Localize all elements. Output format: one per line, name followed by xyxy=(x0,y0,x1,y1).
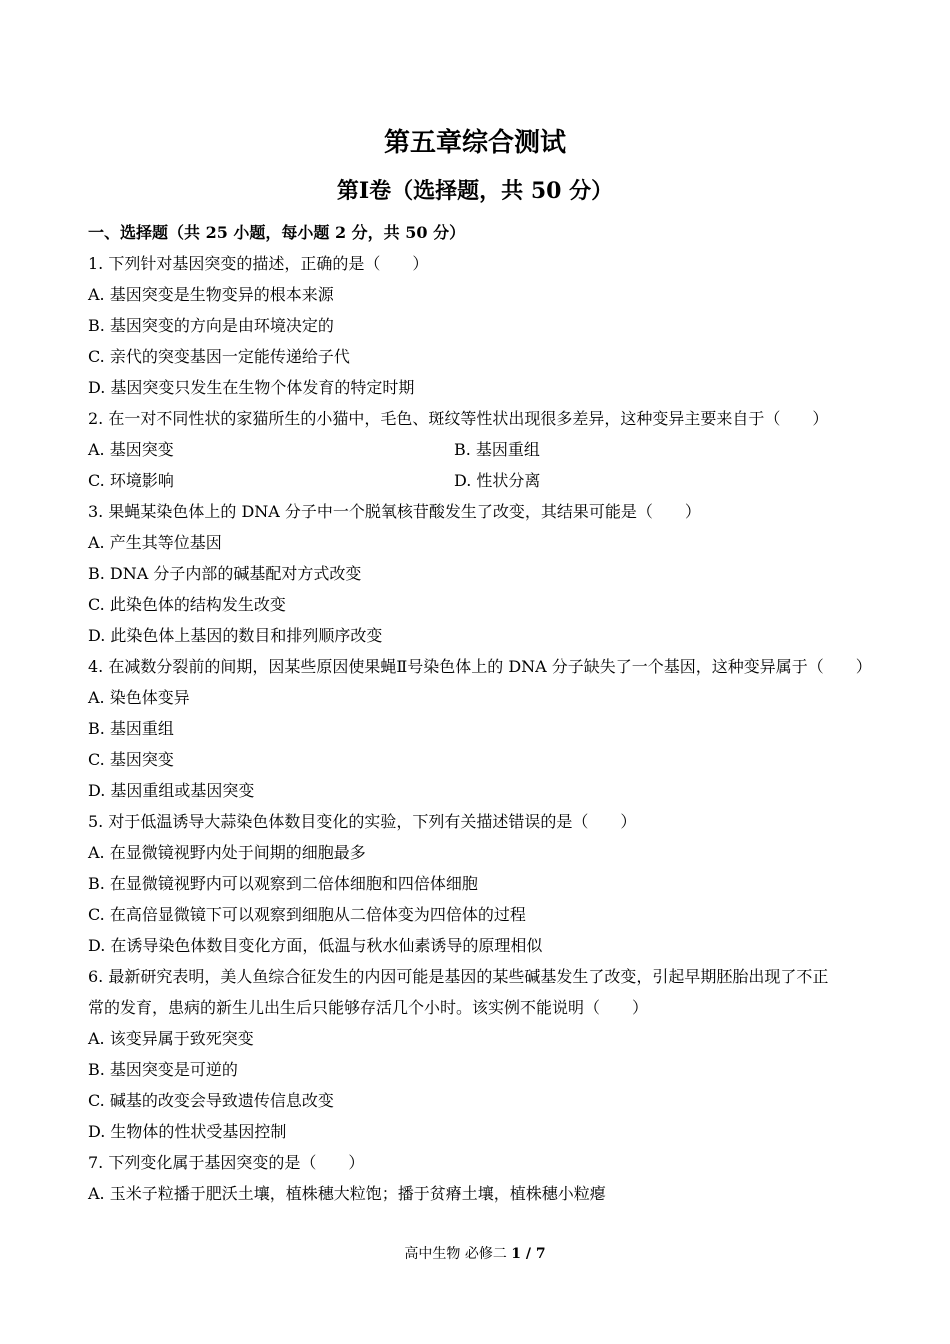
question-list xyxy=(88,217,872,1209)
option-6c: C. 碱基的改变会导致遗传信息改变 xyxy=(88,1091,334,1110)
option-row xyxy=(88,465,868,496)
option-3c: C. 此染色体的结构发生改变 xyxy=(88,595,286,614)
footer-text: 高中生物 必修二 xyxy=(404,1246,512,1262)
question-stem-4: 4. 在减数分裂前的间期，因某些原因使果蝇Ⅱ号染色体上的 DNA 分子缺失了一个基因，这种变异属于（ ） xyxy=(88,657,872,676)
option-2b: B. 基因重组 xyxy=(454,440,540,459)
question-stem-6: 6. 最新研究表明，美人鱼综合征发生的内因可能是基因的某些碱基发生了改变，引起早期胚胎出现了不正 xyxy=(88,967,829,986)
option-5a: A. 在显微镜视野内处于间期的细胞最多 xyxy=(88,843,366,862)
question-stem-1: 1. 下列针对基因突变的描述，正确的是（ ） xyxy=(88,254,429,273)
option-2c: C. 环境影响 xyxy=(88,471,174,490)
option-5c: C. 在高倍显微镜下可以观察到细胞从二倍体变为四倍体的过程 xyxy=(88,905,526,924)
option-7a: A. 玉米子粒播于肥沃土壤，植株穗大粒饱；播于贫瘠土壤，植株穗小粒瘪 xyxy=(88,1184,606,1203)
option-3a: A. 产生其等位基因 xyxy=(88,533,222,552)
option-3b: B. DNA 分子内部的碱基配对方式改变 xyxy=(88,564,362,583)
option-1b: B. 基因突变的方向是由环境决定的 xyxy=(88,316,334,335)
option-4a: A. 染色体变异 xyxy=(88,688,190,707)
question-stem-7: 7. 下列变化属于基因突变的是（ ） xyxy=(88,1153,365,1172)
option-6a: A. 该变异属于致死突变 xyxy=(88,1029,254,1048)
option-1a: A. 基因突变是生物变异的根本来源 xyxy=(88,285,334,304)
option-2a: A. 基因突变 xyxy=(88,440,174,459)
option-row xyxy=(88,434,868,465)
page-footer xyxy=(0,1243,950,1263)
option-5b: B. 在显微镜视野内可以观察到二倍体细胞和四倍体细胞 xyxy=(88,874,478,893)
section-subtitle: 第Ⅰ卷（选择题，共 50 分） xyxy=(336,178,614,204)
option-1d: D. 基因突变只发生在生物个体发育的特定时期 xyxy=(88,378,415,397)
option-5d: D. 在诱导染色体数目变化方面，低温与秋水仙素诱导的原理相似 xyxy=(88,936,543,955)
option-6d: D. 生物体的性状受基因控制 xyxy=(88,1122,287,1141)
option-3d: D. 此染色体上基因的数目和排列顺序改变 xyxy=(88,626,383,645)
option-4b: B. 基因重组 xyxy=(88,719,174,738)
section-heading: 一、选择题（共 25 小题，每小题 2 分，共 50 分） xyxy=(88,223,466,242)
option-2d: D. 性状分离 xyxy=(454,471,541,490)
question-stem-2: 2. 在一对不同性状的家猫所生的小猫中，毛色、斑纹等性状出现很多差异，这种变异主要来自于（ ） xyxy=(88,409,829,428)
option-4d: D. 基因重组或基因突变 xyxy=(88,781,255,800)
question-stem-6-cont: 常的发育，患病的新生儿出生后只能够存活几个小时。该实例不能说明（ ） xyxy=(88,998,649,1017)
option-1c: C. 亲代的突变基因一定能传递给子代 xyxy=(88,347,350,366)
question-stem-5: 5. 对于低温诱导大蒜染色体数目变化的实验，下列有关描述错误的是（ ） xyxy=(88,812,637,831)
page-number: 1 / 7 xyxy=(511,1246,546,1262)
option-6b: B. 基因突变是可逆的 xyxy=(88,1060,238,1079)
option-4c: C. 基因突变 xyxy=(88,750,174,769)
page-title: 第五章综合测试 xyxy=(383,128,566,158)
question-stem-3: 3. 果蝇某染色体上的 DNA 分子中一个脱氧核苷酸发生了改变，其结果可能是（ ） xyxy=(88,502,701,521)
